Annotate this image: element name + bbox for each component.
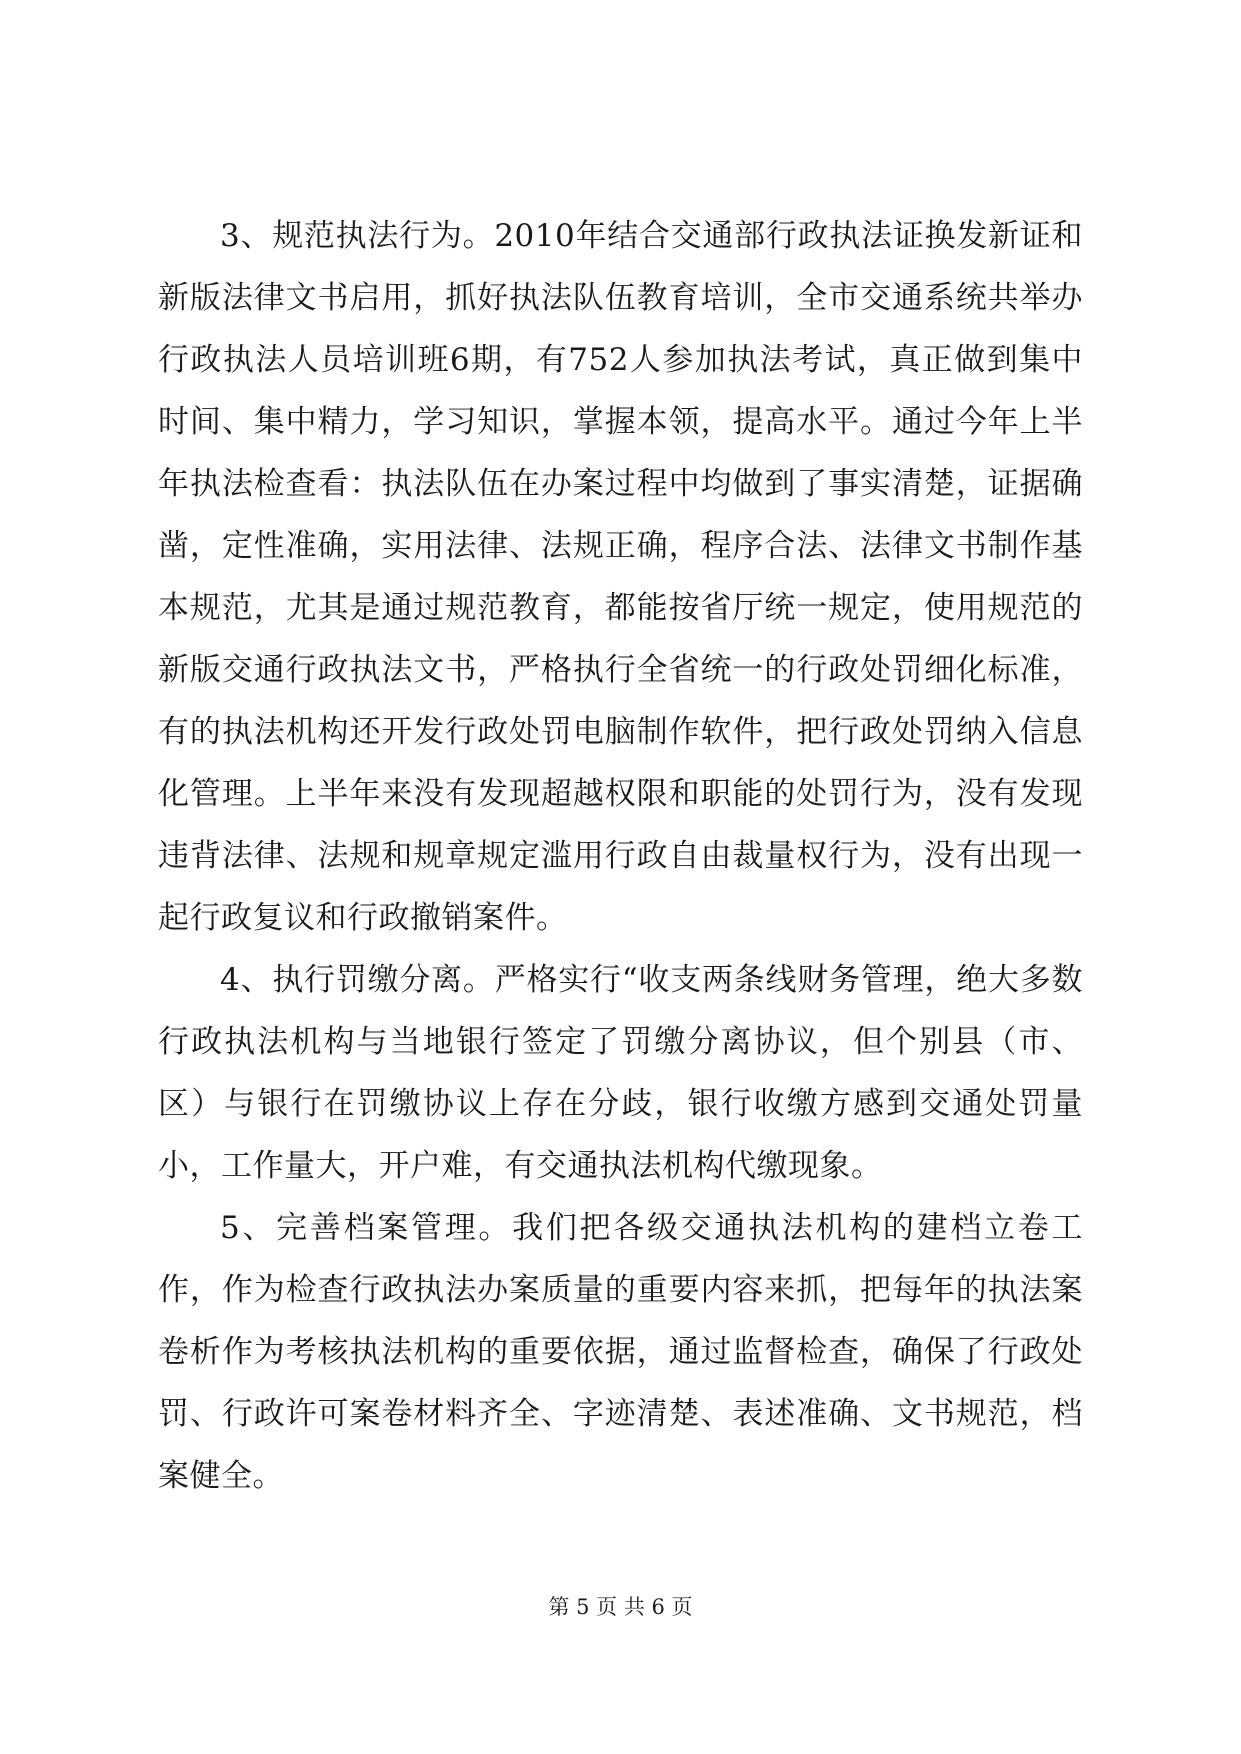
paragraph-archive-management: 5、完善档案管理。我们把各级交通执法机构的建档立卷工作，作为检查行政执法办案质量的重要内容来抓，把每年的执法案卷析作为考核执法机构的重要依据，通过监督检查，确保了行政处罚、行政许可案卷材料齐全、字迹清楚、表述准确、文书规范，档案健全。 [158, 1210, 1083, 1494]
page-number-footer: 第 5 页 共 6 页 [548, 1595, 693, 1619]
document-body [158, 205, 1083, 1507]
paragraph-fine-collection-separation: 4、执行罚缴分离。严格实行“收支两条线财务管理，绝大多数行政执法机构与当地银行签定了罚缴分离协议，但个别县（市、区）与银行在罚缴协议上存在分歧，银行收缴方感到交通处罚量小，工作量大，开户难，有交通执法机构代缴现象。 [158, 962, 1083, 1184]
paragraph-standardize-enforcement: 3、规范执法行为。2010年结合交通部行政执法证换发新证和新版法律文书启用，抓好执法队伍教育培训，全市交通系统共举办行政执法人员培训班6期，有752人参加执法考试，真正做到集中时间、集中精力，学习知识，掌握本领，提高水平。通过今年上半年执法检查看：执法队伍在办案过程中均做到了事实清楚，证据确凿，定性准确，实用法律、法规正确，程序合法、法律文书制作基本规范，尤其是通过规范教育，都能按省厅统一规定，使用规范的新版交通行政执法文书，严格执行全省统一的行政处罚细化标准，有的执法机构还开发行政处罚电脑制作软件，把行政处罚纳入信息化管理。上半年来没有发现超越权限和职能的处罚行为，没有发现违背法律、法规和规章规定滥用行政自由裁量权行为，没有出现一起行政复议和行政撤销案件。 [158, 218, 1083, 936]
